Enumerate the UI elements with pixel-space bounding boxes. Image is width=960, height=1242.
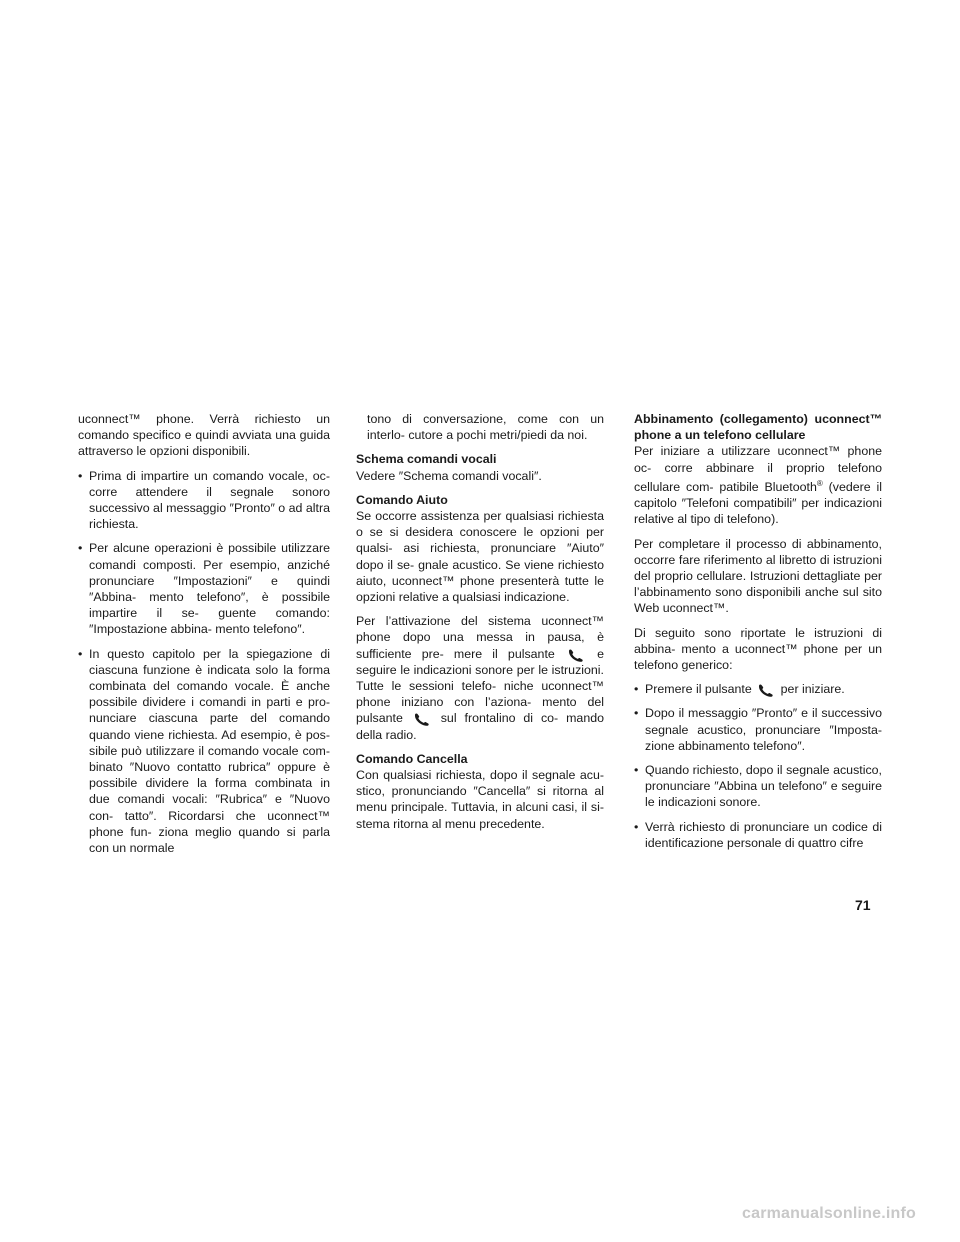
aiuto-text: Se occorre assistenza per qualsiasi richiesta o se si desidera conoscere le opzioni per qualsi- asi richiesta, pronunciare ″Aiuto″ dopo il se- gnale acustico. Se viene richiesto aiuto, uconnect™ phone presenterà tutte le opzioni relative a qualsiasi indicazione. bbox=[356, 509, 604, 605]
list-item: • Dopo il messaggio ″Pronto″ e il successivo segnale acustico, pronunciare ″Imposta- zione abbinamento telefono″. bbox=[634, 705, 882, 754]
schema-section bbox=[356, 451, 604, 483]
list-item: • In questo capitolo per la spiegazione di ciascuna funzione è indicata solo la forma combinata del comando vocale. È anche possibile dividere i comandi in parti e pro- nunciare ciascuna parte del comando quando viene richiesta. Ad esempio, è pos- sibile può utilizzare il comando vocale com- binato ″Nuovo contatto rubrica″ oppure è possibile dividere la forma combinata in due comandi vocali: ″Rubrica″ e ″Nuovo con- tatto″. Ricordarsi che uconnect™ phone fun- ziona meglio quando si parla con un normale bbox=[78, 646, 330, 857]
schema-heading: Schema comandi vocali bbox=[356, 452, 497, 467]
schema-text: Vedere ″Schema comandi vocali″. bbox=[356, 468, 542, 483]
phone-icon bbox=[756, 683, 776, 697]
list-item: • Per alcune operazioni è possibile utilizzare comandi composti. Per esempio, anziché pronunciare ″Impostazioni″ e quindi ″Abbina- mento telefono″, è possibile impartire il se- guente comando: ″Impostazione abbina- mento telefono″. bbox=[78, 540, 330, 637]
list-item bbox=[634, 681, 882, 697]
column-left bbox=[78, 411, 330, 864]
p1-text-end: (vedere il capitolo ″Telefoni compatibili″ per indicazioni relative al tipo di telefono). bbox=[634, 479, 882, 527]
pausa-text-middle: e seguire le indicazioni sonore per le istruzioni. Tutte le sessioni telefo- niche uconnect™ phone iniziano con l’aziona- mento del pulsante bbox=[356, 646, 604, 726]
intro-paragraph bbox=[634, 443, 882, 527]
column-right bbox=[634, 411, 882, 859]
paragraph: Di seguito sono riportate le istruzioni di abbina- mento a uconnect™ phone per un telefono generico: bbox=[634, 625, 882, 672]
p1-text-start: Per iniziare a utilizzare uconnect™ phone oc- corre abbinare il proprio telefono cellulare com- patibile Bluetooth bbox=[634, 444, 882, 494]
aiuto-heading: Comando Aiuto bbox=[356, 492, 448, 507]
cancella-text: Con qualsiasi richiesta, dopo il segnale acu- stico, pronunciando ″Cancella″ si ritorna al menu principale. Tuttavia, in alcuni casi, il si- stema ritorna al menu precedente. bbox=[356, 768, 604, 831]
continuation-text: tono di conversazione, come con un interlo- cutore a pochi metri/piedi da noi. bbox=[367, 412, 604, 443]
registered-mark: ® bbox=[816, 478, 823, 488]
pausa-text-end: sul frontalino di co- mando della radio. bbox=[356, 711, 604, 742]
step-text-end: per iniziare. bbox=[780, 682, 845, 697]
phone-icon bbox=[566, 648, 586, 662]
page-number: 71 bbox=[855, 897, 871, 913]
list-item: • Quando richiesto, dopo il segnale acustico, pronunciare ″Abbina un telefono″ e seguire le indicazioni sonore. bbox=[634, 762, 882, 811]
list-item: • Prima di impartire un comando vocale, oc- corre attendere il segnale sonoro successivo al messaggio ″Pronto″ o ad altra richiesta. bbox=[78, 468, 330, 533]
steps-list bbox=[634, 681, 882, 851]
column-middle bbox=[356, 411, 604, 840]
tips-list bbox=[78, 468, 330, 857]
aiuto-section bbox=[356, 492, 604, 605]
pausa-text-start: Per l’attivazione del sistema uconnect™ phone dopo una messa in pausa, è sufficiente pre- mere il pulsante bbox=[356, 614, 604, 661]
paragraph: Per completare il processo di abbinamento, occorre fare riferimento al libretto di istruzioni del proprio cellulare. Istruzioni dettagliate per l’abbinamento sono disponibili anche sul sito Web uconnect™. bbox=[634, 536, 882, 616]
section-heading: Abbinamento (collegamento) uconnect™ phone a un telefono cellulare bbox=[634, 412, 882, 443]
list-item: • Verrà richiesto di pronunciare un codice di identificazione personale di quattro cifre bbox=[634, 819, 882, 851]
watermark: carmanualsonline.info bbox=[742, 1205, 917, 1222]
cancella-heading: Comando Cancella bbox=[356, 751, 468, 766]
pausa-paragraph bbox=[356, 613, 604, 743]
phone-icon bbox=[412, 712, 432, 726]
step-text-start: Premere il pulsante bbox=[645, 682, 752, 697]
cancella-section bbox=[356, 751, 604, 832]
intro-paragraph: uconnect™ phone. Verrà richiesto un comando specifico e quindi avviata una guida attraverso le opzioni disponibili. bbox=[78, 412, 330, 459]
